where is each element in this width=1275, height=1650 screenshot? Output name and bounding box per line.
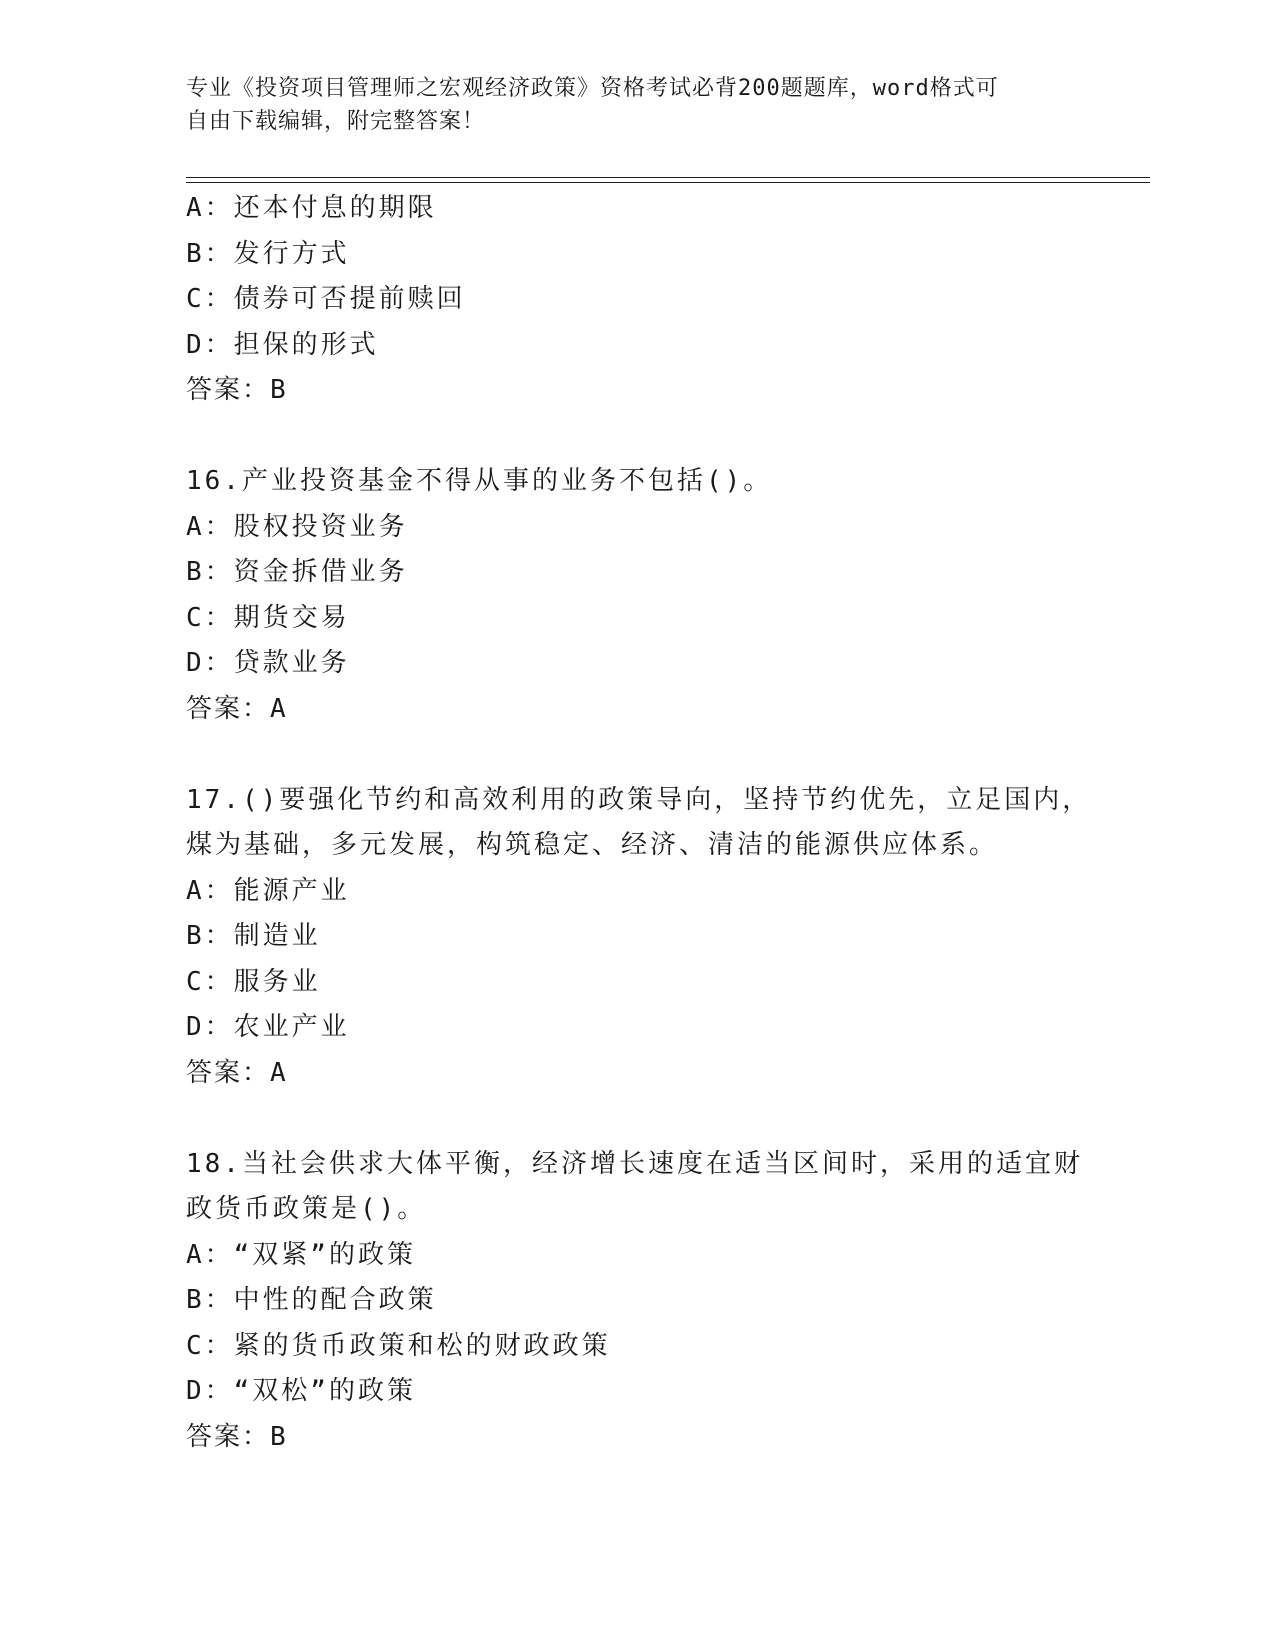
option-letter: D： — [186, 1376, 234, 1406]
option-letter: C： — [186, 966, 234, 997]
option-letter: D： — [186, 1012, 234, 1042]
option-a — [186, 186, 1086, 232]
option-c — [186, 596, 1086, 642]
option-text: 能源产业 — [233, 875, 350, 906]
option-d — [186, 1005, 1086, 1051]
option-text: “双松”的政策 — [233, 1376, 416, 1406]
option-text: 贷款业务 — [233, 648, 350, 678]
answer-label: 答案： — [186, 375, 271, 405]
spacer — [186, 732, 1086, 778]
answer-value: B — [270, 1421, 288, 1452]
option-letter: D： — [186, 329, 234, 360]
option-letter: C： — [186, 602, 234, 633]
option-d — [186, 1369, 1086, 1415]
question-text — [186, 1142, 1086, 1233]
option-text: 期货交易 — [233, 602, 350, 633]
option-text: 服务业 — [233, 966, 321, 997]
option-text: 中性的配合政策 — [233, 1285, 437, 1315]
answer-line — [186, 368, 1086, 414]
answer-value: A — [270, 693, 288, 724]
option-text: “双紧”的政策 — [233, 1239, 416, 1270]
option-text: 还本付息的期限 — [233, 193, 437, 223]
answer-value: B — [270, 375, 288, 405]
answer-value: A — [270, 1057, 288, 1088]
option-letter: C： — [186, 284, 234, 314]
option-letter: D： — [186, 648, 234, 678]
option-b — [186, 550, 1086, 596]
question-18 — [186, 1142, 1086, 1461]
answer-label: 答案： — [186, 693, 271, 724]
answer-line — [186, 1415, 1086, 1461]
option-letter: A： — [186, 511, 234, 542]
document-header — [186, 72, 1066, 138]
option-c — [186, 277, 1086, 323]
answer-line — [186, 1051, 1086, 1097]
option-letter: B： — [186, 921, 234, 951]
option-letter: A： — [186, 1239, 234, 1270]
option-b — [186, 914, 1086, 960]
option-text: 紧的货币政策和松的财政政策 — [233, 1330, 611, 1361]
header-line-1: 专业《投资项目管理师之宏观经济政策》资格考试必背200题题库，word格式可 — [186, 76, 999, 101]
question-16 — [186, 459, 1086, 732]
header-rule-top — [186, 177, 1150, 178]
option-text: 资金拆借业务 — [233, 557, 408, 587]
answer-label: 答案： — [186, 1057, 271, 1088]
option-c — [186, 960, 1086, 1006]
option-text: 股权投资业务 — [233, 511, 408, 542]
option-letter: A： — [186, 193, 234, 223]
option-letter: A： — [186, 875, 234, 906]
option-b — [186, 1278, 1086, 1324]
spacer — [186, 1096, 1086, 1142]
prev-question-block — [186, 186, 1086, 414]
option-a — [186, 505, 1086, 551]
answer-line — [186, 687, 1086, 733]
option-letter: B： — [186, 557, 234, 587]
option-text: 担保的形式 — [233, 329, 379, 360]
question-list — [186, 186, 1092, 1460]
option-d — [186, 641, 1086, 687]
question-line: 17.()要强化节约和高效利用的政策导向，坚持节约优先，立足国内， — [186, 784, 1092, 815]
option-c — [186, 1324, 1086, 1370]
option-d — [186, 323, 1086, 369]
option-letter: B： — [186, 1285, 234, 1315]
answer-label: 答案： — [186, 1421, 271, 1452]
option-letter: C： — [186, 1330, 234, 1361]
option-a — [186, 869, 1086, 915]
header-rule-bottom — [186, 182, 1150, 183]
spacer — [186, 414, 1086, 460]
question-text — [186, 459, 1086, 505]
question-line: 政货币政策是()。 — [186, 1194, 427, 1224]
question-text — [186, 778, 1092, 869]
option-a — [186, 1233, 1086, 1279]
question-line: 16.产业投资基金不得从事的业务不包括()。 — [186, 466, 773, 496]
option-text: 发行方式 — [233, 238, 350, 269]
question-line: 18.当社会供求大体平衡，经济增长速度在适当区间时，采用的适宜财 — [186, 1148, 1083, 1179]
option-text: 农业产业 — [233, 1012, 350, 1042]
option-text: 债券可否提前赎回 — [233, 284, 466, 314]
option-b — [186, 232, 1086, 278]
question-17 — [186, 778, 1092, 1097]
option-letter: B： — [186, 238, 234, 269]
option-text: 制造业 — [233, 921, 321, 951]
question-line: 煤为基础，多元发展，构筑稳定、经济、清洁的能源供应体系。 — [186, 830, 999, 860]
header-line-2: 自由下载编辑，附完整答案！ — [186, 109, 486, 134]
